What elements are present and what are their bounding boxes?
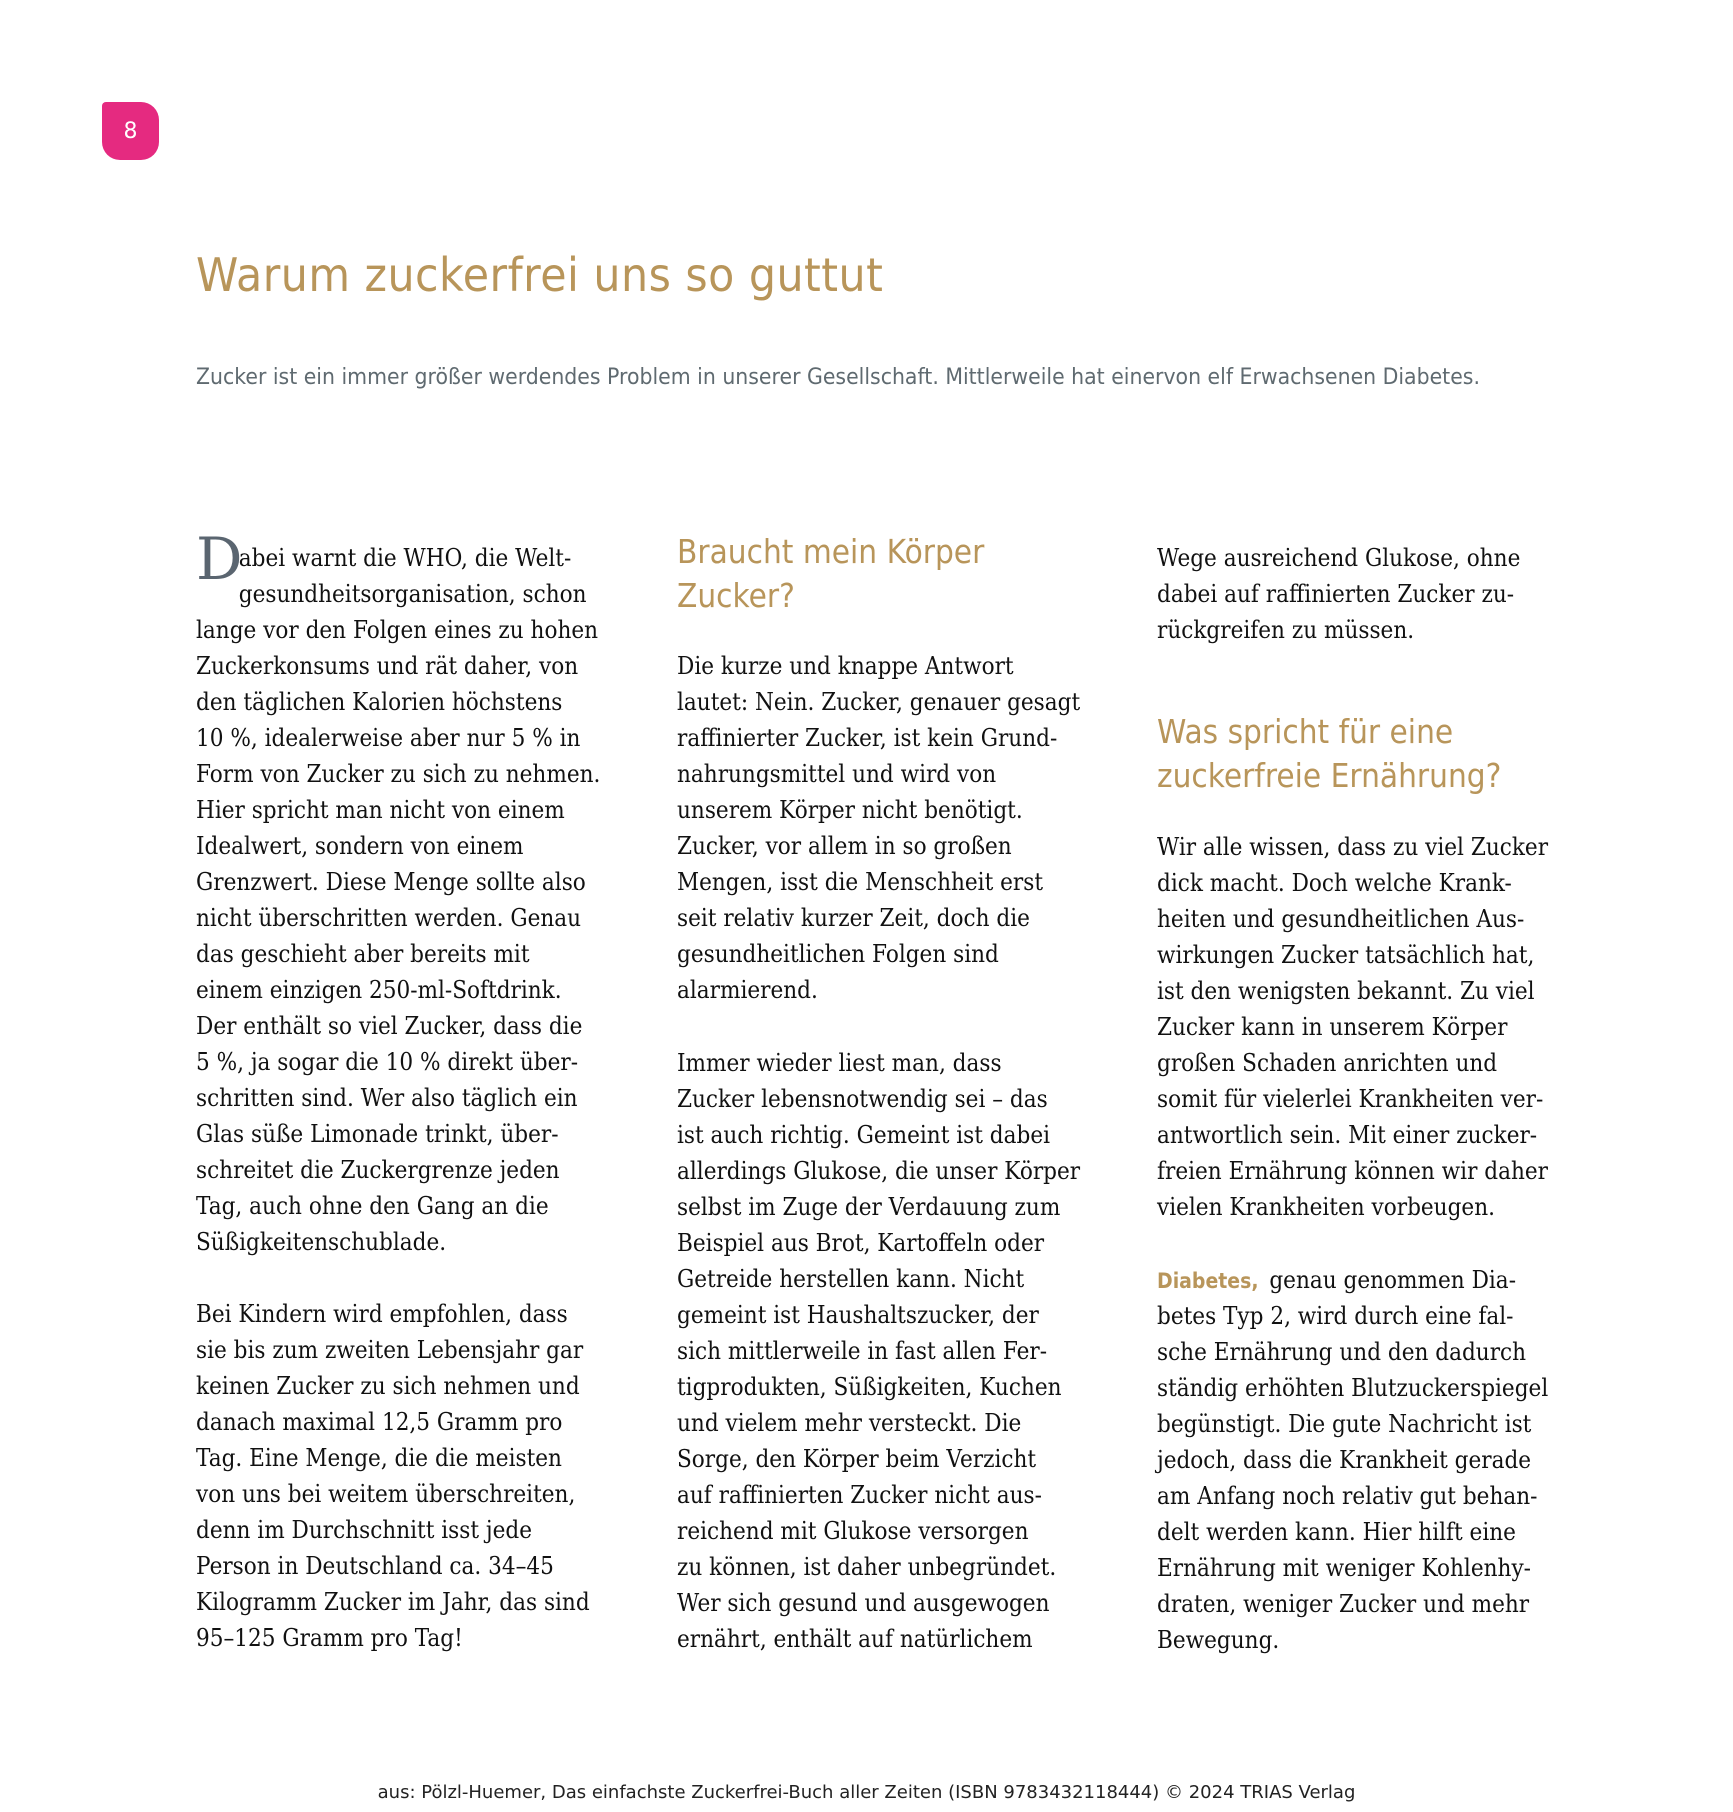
line-text: Die kurze und knappe Antwort [677,652,1014,680]
line-text: unserem Körper nicht benötigt. [677,796,1023,824]
text-line [677,648,1073,684]
page-number: 8 [123,118,138,144]
line-text: sie bis zum zweiten Lebensjahr gar [196,1336,584,1364]
line-text: 5 %, ja sogar die 10 % direkt über- [196,1048,579,1076]
line-text: tigprodukten, Süßigkeiten, Kuchen [677,1373,1062,1401]
text-line [677,756,1073,792]
line-text: 10 %, idealerweise aber nur 5 % in [196,724,581,752]
text-line [196,972,592,1008]
text-line [196,1044,592,1080]
text-line [677,1189,1073,1225]
text-line [1157,1009,1553,1045]
text-line [1157,865,1553,901]
text-line [1157,937,1553,973]
text-line [1157,1550,1553,1586]
text-line [196,828,592,864]
line-text: und vielem mehr versteckt. Die [677,1409,1022,1437]
text-line [196,1512,592,1548]
line-text: das geschieht aber bereits mit [196,940,530,968]
line-text: Grenzwert. Diese Menge sollte also [196,868,586,896]
text-line [677,684,1081,720]
line-text: gesundheitlichen Folgen sind [677,940,999,968]
line-text: Mengen, isst die Menschheit erst [677,868,1044,896]
text-line [196,1188,592,1224]
line-text: jedoch, dass die Krankheit gerade [1157,1446,1532,1474]
line-text: genau genommen Dia- [1269,1266,1516,1294]
col2-heading [677,530,1018,618]
text-line [196,1116,592,1152]
text-line [677,1333,1073,1369]
line-text: selbst im Zuge der Verdauung zum [677,1193,1061,1221]
line-text: Getreide herstellen kann. Nicht [677,1265,1025,1293]
line-text: antwortlich sein. Mit einer zucker- [1157,1121,1538,1149]
line-text: gemeint ist Haushaltszucker, der [677,1301,1039,1329]
text-line [677,1117,1073,1153]
line-text: Zucker ist ein immer größer werdendes Problem in unserer Gesellschaft. Mittlerweile hat einer [196,365,1164,390]
col3-paragraph-2 [1157,1262,1597,1658]
line-text: allerdings Glukose, die unser Körper [677,1157,1081,1185]
line-text: am Anfang noch relativ gut behan- [1157,1482,1538,1510]
col3-paragraph-0 [1157,540,1597,648]
text-line [677,828,1073,864]
text-line [1157,973,1553,1009]
text-line [1157,540,1553,576]
line-text: lautet: Nein. Zucker, genauer gesagt [677,688,1081,716]
text-line [1157,576,1553,612]
text-line [196,612,599,648]
text-line [677,1621,1073,1657]
text-line [677,1225,1073,1261]
text-line [1157,1442,1553,1478]
line-text: seit relativ kurzer Zeit, doch die [677,904,1030,932]
text-line [677,1441,1073,1477]
text-line [196,1368,592,1404]
text-line [196,720,592,756]
text-line [196,1152,592,1188]
line-text: großen Schaden anrichten und [1157,1049,1498,1077]
text-line [677,1477,1073,1513]
text-line [196,684,592,720]
col2-paragraph-1 [677,648,1117,1008]
line-text: 95–125 Gramm pro Tag! [196,1624,463,1652]
text-line [196,1008,592,1044]
text-line [677,574,984,618]
line-text: gesundheitsorganisation, schon [238,580,587,608]
text-line [677,972,1073,1008]
text-line [196,1296,592,1332]
text-line [1157,1334,1553,1370]
line-text: raffinierter Zucker, ist kein Grund- [677,724,1058,752]
line-text: Person in Deutschland ca. 34–45 [196,1552,554,1580]
text-line [677,1045,1073,1081]
text-line [1157,1406,1553,1442]
line-text: danach maximal 12,5 Gramm pro [196,1408,563,1436]
text-line [1157,754,1501,798]
text-line [196,540,592,576]
line-text: Hier spricht man nicht von einem [196,796,565,824]
line-text: sich mittlerweile in fast allen Fer- [677,1337,1048,1365]
line-text: schritten sind. Wer also täglich ein [196,1084,578,1112]
text-line [196,576,592,612]
line-text: Tag, auch ohne den Gang an die [196,1192,549,1220]
text-line [196,365,1163,390]
line-text: sche Ernährung und den dadurch [1157,1338,1527,1366]
line-text: Süßigkeitenschublade. [196,1228,447,1256]
line-text: Zucker kann in unserem Körper [1157,1013,1508,1041]
line-text: somit für vielerlei Krankheiten ver- [1157,1085,1544,1113]
line-text: ist den wenigsten bekannt. Zu viel [1157,977,1535,1005]
line-text: reichend mit Glukose versorgen [677,1517,1029,1545]
intro-text [196,360,1480,396]
line-text: Zucker lebensnotwendig sei – das [677,1085,1048,1113]
line-text: schreitet die Zuckergrenze jeden [196,1156,560,1184]
text-line [1157,1622,1553,1658]
line-text: den täglichen Kalorien höchstens [196,688,563,716]
text-line [1157,1586,1553,1622]
line-text: nahrungsmittel und wird von [677,760,997,788]
line-text: delt werden kann. Hier hilft eine [1157,1518,1516,1546]
text-line [196,648,592,684]
line-text: Braucht mein Körper [677,532,985,571]
text-line [1157,612,1553,648]
line-text: draten, weniger Zucker und mehr [1157,1590,1530,1618]
text-line [196,1548,592,1584]
text-line [1157,829,1553,865]
line-text: Sorge, den Körper beim Verzicht [677,1445,1037,1473]
text-line [1157,1262,1553,1298]
col1-paragraph-2 [196,1296,636,1656]
col1-paragraph-1 [196,525,636,1260]
line-text: Der enthält so viel Zucker, dass die [196,1012,583,1040]
text-line [677,1405,1073,1441]
line-text: Ernährung mit weniger Kohlenhy- [1157,1554,1531,1582]
text-line [196,1476,592,1512]
line-text: Immer wieder liest man, dass [677,1049,1002,1077]
line-text: auf raffinierten Zucker nicht aus- [677,1481,1042,1509]
text-line [677,1369,1073,1405]
text-line [196,900,592,936]
line-text: Idealwert, sondern von einem [196,832,524,860]
line-text: freien Ernährung können wir daher [1157,1157,1548,1185]
line-text: rückgreifen zu müssen. [1157,616,1415,644]
text-line [1157,901,1553,937]
text-line [1157,1514,1553,1550]
text-line [677,1153,1081,1189]
text-line [196,792,592,828]
line-text: Kilogramm Zucker im Jahr, das sind [196,1588,590,1616]
text-line [1157,1478,1553,1514]
text-line [677,792,1073,828]
text-line [677,936,1073,972]
line-text: nicht überschritten werden. Genau [196,904,582,932]
line-text: vielen Krankheiten vorbeugen. [1157,1193,1495,1221]
line-text: Glas süße Limonade trinkt, über- [196,1120,559,1148]
line-text: Zucker? [677,576,795,615]
line-text: Beispiel aus Brot, Kartoffeln oder [677,1229,1045,1257]
text-line [196,1620,592,1656]
col3-heading [1157,710,1540,798]
col3-paragraph-1 [1157,829,1597,1225]
text-line [677,1585,1073,1621]
line-text: lange vor den Folgen eines zu hohen [196,616,599,644]
text-line [196,936,592,972]
line-text: zu können, ist daher unbegründet. [677,1553,1057,1581]
line-text: dabei auf raffinierten Zucker zu- [1157,580,1515,608]
line-text: abei warnt die WHO, die Welt- [238,544,572,572]
lead-in-keyword: Diabetes, [1157,1269,1259,1293]
line-text: Was spricht für eine [1157,712,1454,751]
line-text: alarmierend. [677,976,818,1004]
line-text: ernährt, enthält auf natürlichem [677,1625,1033,1653]
text-line [1157,1298,1553,1334]
line-text: wirkungen Zucker tatsächlich hat, [1157,941,1535,969]
line-text: denn im Durchschnitt isst jede [196,1516,532,1544]
drop-cap: D [196,525,243,593]
line-text: von elf Erwachsenen Diabetes. [1163,365,1480,390]
text-line [677,864,1073,900]
text-line [1157,1117,1553,1153]
text-line [677,1261,1073,1297]
line-text: Wir alle wissen, dass zu viel Zucker [1157,833,1549,861]
text-line [677,530,984,574]
text-line [1157,1189,1553,1225]
line-text: Bei Kindern wird empfohlen, dass [196,1300,568,1328]
text-line [677,1549,1073,1585]
footer-citation: aus: Pölzl-Huemer, Das einfachste Zuckerfrei-Buch aller Zeiten (ISBN 9783432118444) © 2024 TRIAS Verlag [377,1782,1356,1803]
text-line [1157,1081,1553,1117]
text-line [1157,710,1501,754]
line-text: ist auch richtig. Gemeint ist dabei [677,1121,1051,1149]
text-line [196,1080,592,1116]
line-text: heiten und gesundheitlichen Aus- [1157,905,1525,933]
line-text: begünstigt. Die gute Nachricht ist [1157,1410,1532,1438]
line-text: dick macht. Doch welche Krank- [1157,869,1512,897]
text-line [196,1440,592,1476]
text-line [1157,1153,1553,1189]
text-line [196,1404,592,1440]
line-text: Wer sich gesund und ausgewogen [677,1589,1050,1617]
text-line [677,720,1073,756]
line-text: zuckerfreie Ernährung? [1157,756,1502,795]
text-line [196,864,592,900]
text-line [1163,365,1480,390]
line-text: von uns bei weitem überschreiten, [196,1480,576,1508]
line-text: betes Typ 2, wird durch eine fal- [1157,1302,1514,1330]
line-text: einem einzigen 250-ml-Softdrink. [196,976,562,1004]
line-text: Bewegung. [1157,1626,1280,1654]
col2-paragraph-2 [677,1045,1117,1657]
text-line [677,1081,1073,1117]
line-text: Zuckerkonsums und rät daher, von [196,652,579,680]
line-text: Tag. Eine Menge, die die meisten [196,1444,562,1472]
text-line [677,1513,1073,1549]
text-line [196,1584,592,1620]
page-number-badge [102,102,159,160]
text-line [1157,1370,1553,1406]
text-line [196,756,601,792]
text-line [1157,1045,1553,1081]
text-line [196,1224,592,1260]
line-text: keinen Zucker zu sich nehmen und [196,1372,580,1400]
page-title: Warum zuckerfrei uns so guttut [196,248,884,302]
text-line [677,1297,1073,1333]
text-line [677,900,1073,936]
line-text: Form von Zucker zu sich zu nehmen. [196,760,601,788]
line-text: Zucker, vor allem in so großen [677,832,1012,860]
text-line [196,1332,592,1368]
line-text: ständig erhöhten Blutzuckerspiegel [1157,1374,1549,1402]
line-text: Wege ausreichend Glukose, ohne [1157,544,1521,572]
